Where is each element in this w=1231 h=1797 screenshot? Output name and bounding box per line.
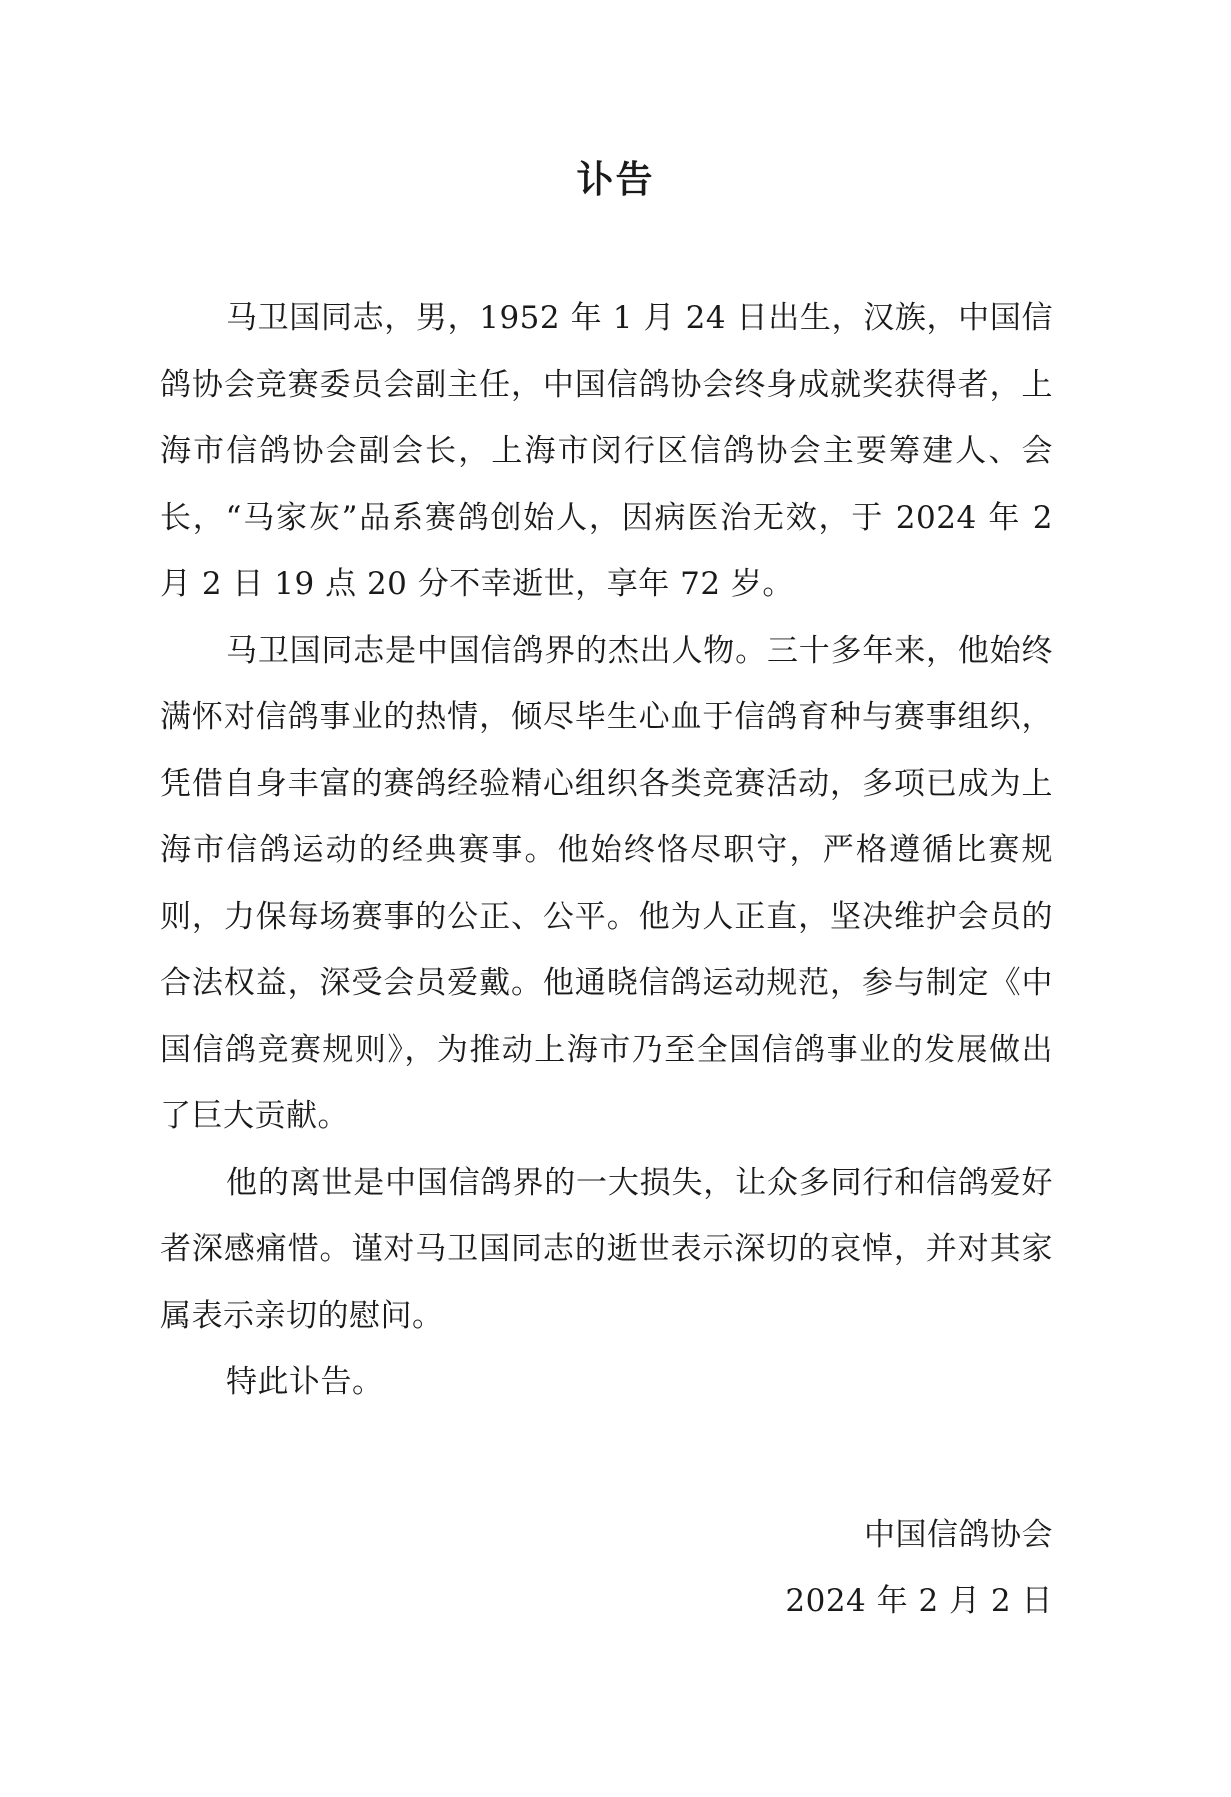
paragraph-closing: 特此讣告。 (226, 1364, 384, 1400)
signature-date: 2024 年 2 月 2 日 (785, 1583, 1053, 1619)
paragraph-condolences: 他的离世是中国信鸽界的一大损失，让众多同行和信鸽爱好者深感痛惜。谨对马卫国同志的逝世表示深切的哀悼，并对其家属表示亲切的慰问。 (160, 1164, 1053, 1334)
signature-block (785, 1502, 1053, 1634)
paragraph-achievements: 马卫国同志是中国信鸽界的杰出人物。三十多年来，他始终满怀对信鸽事业的热情，倾尽毕生心血于信鸽育种与赛事组织，凭借自身丰富的赛鸽经验精心组织各类竞赛活动，多项已成为上海市信鸽运动的经典赛事。他始终恪尽职守，严格遵循比赛规则，力保每场赛事的公正、公平。他为人正直，坚决维护会员的合法权益，深受会员爱戴。他通晓信鸽运动规范，参与制定《中国信鸽竞赛规则》，为推动上海市乃至全国信鸽事业的发展做出了巨大贡献。 (160, 632, 1053, 1134)
document-body (160, 285, 1053, 1416)
signature-organization: 中国信鸽协会 (864, 1517, 1053, 1553)
page-title: 讣告 (576, 158, 655, 201)
paragraph-biography: 马卫国同志，男，1952 年 1 月 24 日出生，汉族，中国信鸽协会竞赛委员会副主任，中国信鸽协会终身成就奖获得者，上海市信鸽协会副会长，上海市闵行区信鸽协会主要筹建人、会长，“马家灰”品系赛鸽创始人，因病医治无效，于 2024 年 2 月 2 日 19 点 20 分不幸逝世，享年 72 岁。 (160, 300, 1053, 602)
